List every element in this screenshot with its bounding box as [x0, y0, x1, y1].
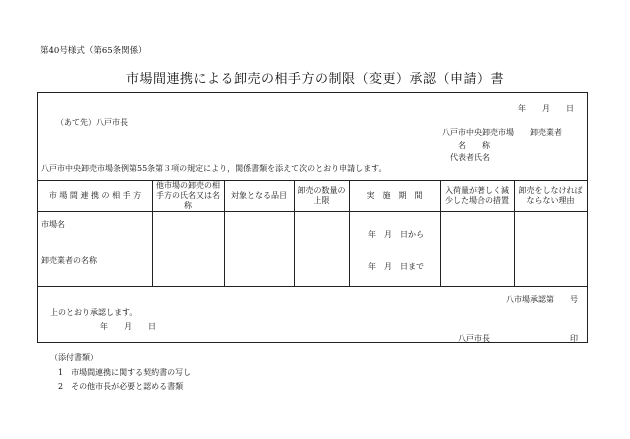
approval-statement: 上のとおり承認します。: [50, 308, 138, 317]
approval-number: 八市場承認第 号: [506, 295, 578, 304]
applicant-rep-label: 代表者氏名: [450, 153, 490, 162]
approval-date: 年 月 日: [100, 322, 156, 331]
header-shortage-measures: 入荷量が著しく減少した場合の措置: [445, 186, 509, 205]
approval-mayor: 八戸市長: [458, 334, 490, 343]
applicant-name-label: 名 称: [458, 141, 490, 150]
addressee: （あて先）八戸市長: [56, 118, 128, 127]
table-header-divider: [38, 211, 587, 212]
partner-market-label: 市場名: [41, 220, 65, 229]
header-quantity-limit: 卸売の数量の上限: [297, 186, 346, 205]
application-table: [38, 180, 587, 287]
application-statement: 八戸市中央卸売市場条例第55条第３項の規定により，関係書類を添えて次のとおり申請します。: [41, 164, 387, 173]
partner-wholesaler-label: 卸売業者の名称: [41, 256, 97, 265]
attachment-item: 1 市場間連携に関する契約書の写し: [58, 368, 192, 377]
application-form-frame: [37, 92, 588, 343]
attachments-heading: （添付書類）: [50, 353, 98, 362]
document-title: 市場間連携による卸売の相手方の制限（変更）承認（申請）書: [125, 72, 504, 87]
attachment-item: 2 その他市長が必要と認める書類: [58, 382, 184, 391]
header-reason: 卸売をしなければならない理由: [518, 186, 583, 205]
seal-mark: 印: [570, 334, 578, 343]
form-number: 第40号様式（第65条関係）: [40, 46, 147, 56]
application-date: 年 月 日: [518, 104, 574, 113]
header-items: 対象となる品目: [231, 191, 287, 200]
header-period: 実 施 期 間: [366, 191, 423, 200]
header-counterparty: 他市場の卸売の相手方の氏名又は名称: [156, 181, 220, 210]
period-to: 年 月 日まで: [368, 262, 424, 271]
period-from: 年 月 日から: [368, 230, 424, 239]
applicant-market-line: 八戸市中央卸売市場 卸売業者: [442, 128, 562, 137]
header-partner: 市 場 間 連 携 の 相 手 方: [48, 191, 142, 200]
